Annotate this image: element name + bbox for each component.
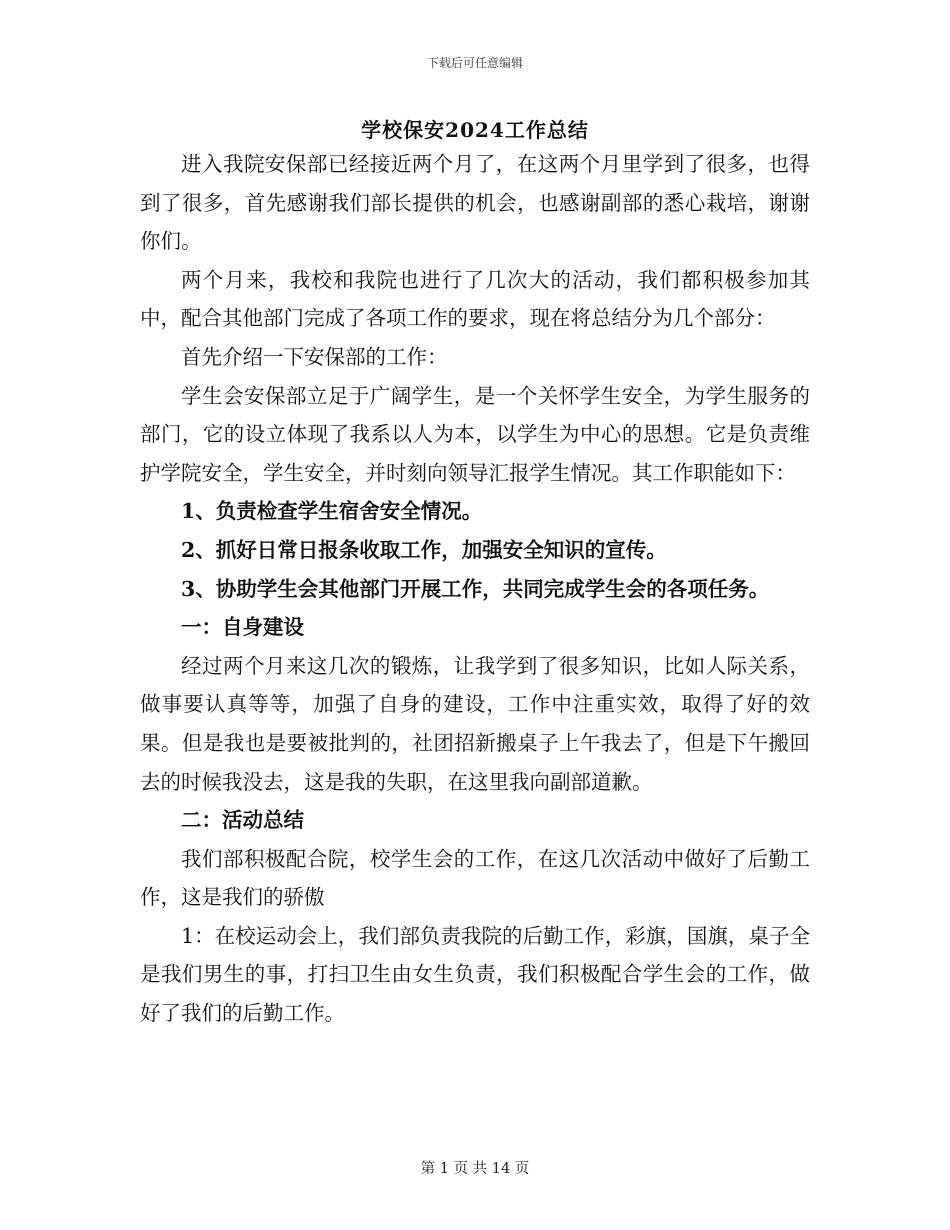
paragraph: 进入我院安保部已经接近两个月了，在这两个月里学到了很多，也得到了很多，首先感谢我们部长提供的机会，也感谢副部的悉心栽培，谢谢你们。 bbox=[140, 152, 810, 254]
page-header-note: 下载后可任意编辑 bbox=[426, 56, 523, 70]
paragraph: 两个月来，我校和我院也进行了几次大的活动，我们都积极参加其中，配合其他部门完成了各项工作的要求，现在将总结分为几个部分： bbox=[140, 267, 810, 331]
duty-item: 2、抓好日常日报条收取工作，加强安全知识的宣传。 bbox=[181, 537, 667, 562]
section-heading: 二：活动总结 bbox=[181, 808, 304, 833]
page-footer-pagination: 第 1 页 共 14 页 bbox=[420, 1161, 530, 1177]
document-title: 学校保安2024工作总结 bbox=[361, 118, 589, 142]
paragraph: 首先介绍一下安保部的工作： bbox=[181, 344, 448, 369]
document-body bbox=[140, 145, 810, 1033]
section-heading: 一：自身建设 bbox=[181, 615, 304, 640]
paragraph: 学生会安保部立足于广阔学生，是一个关怀学生安全，为学生服务的部门，它的设立体现了我系以人为本，以学生为中心的思想。它是负责维护学院安全，学生安全，并时刻向领导汇报学生情况。其工作职能如下： bbox=[140, 383, 810, 485]
duty-item: 1、负责检查学生宿舍安全情况。 bbox=[181, 499, 483, 524]
duty-item: 3、协助学生会其他部门开展工作，共同完成学生会的各项任务。 bbox=[181, 576, 770, 601]
paragraph: 经过两个月来这几次的锻炼，让我学到了很多知识，比如人际关系，做事要认真等等，加强了自身的建设，工作中注重实效，取得了好的效果。但是我也是要被批判的，社团招新搬桌子上午我去了，但是下午搬回去的时候我没去，这是我的失职，在这里我向副部道歉。 bbox=[140, 653, 810, 794]
paragraph: 我们部积极配合院，校学生会的工作，在这几次活动中做好了后勤工作，这是我们的骄傲 bbox=[140, 846, 810, 910]
paragraph: 1：在校运动会上，我们部负责我院的后勤工作，彩旗，国旗，桌子全是我们男生的事，打扫卫生由女生负责，我们积极配合学生会的工作，做好了我们的后勤工作。 bbox=[140, 923, 810, 1026]
